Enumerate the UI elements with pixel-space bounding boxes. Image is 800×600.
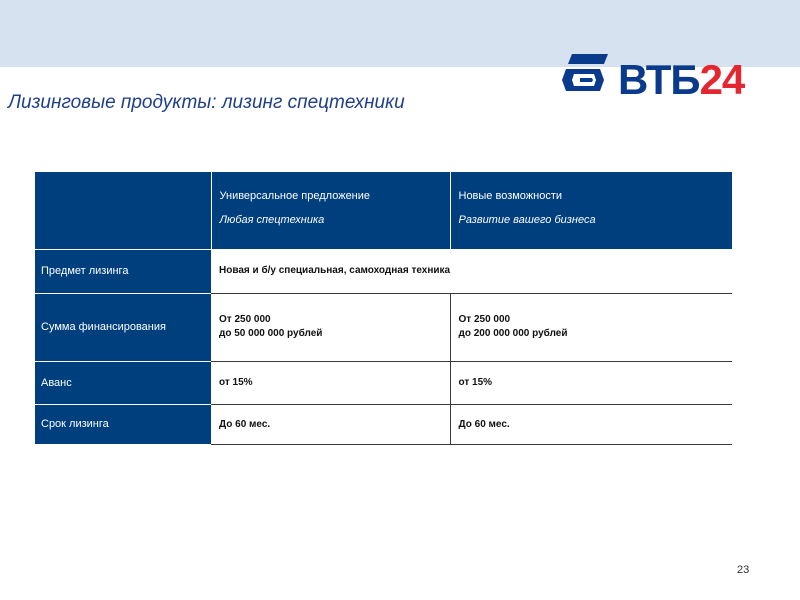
cell-advance-new: от 15% — [450, 361, 732, 404]
cell-advance-universal: от 15% — [211, 361, 450, 404]
row-label-term: Срок лизинга — [35, 404, 211, 444]
table-row — [35, 249, 732, 293]
amount-new-line2: до 200 000 000 рублей — [458, 328, 568, 339]
table-row — [35, 293, 732, 361]
cell-term-universal: До 60 мес. — [211, 404, 450, 444]
logo-text-vtb: ВТБ — [618, 56, 700, 103]
row-label-subject: Предмет лизинга — [35, 249, 211, 293]
logo-text-24: 24 — [699, 56, 745, 103]
leasing-table — [35, 172, 732, 445]
header-universal-subtitle: Любая спецтехника — [219, 214, 325, 226]
header-empty-cell — [35, 172, 211, 249]
page-number: 23 — [737, 564, 750, 576]
cell-subject-value: Новая и б/у специальная, самоходная техника — [211, 249, 732, 293]
row-label-amount: Сумма финансирования — [35, 293, 211, 361]
logo-wordmark — [618, 58, 744, 102]
page-title: Лизинговые продукты: лизинг спецтехники — [8, 92, 405, 113]
table-row — [35, 404, 732, 444]
vtb24-logo — [560, 50, 765, 106]
cell-amount-universal — [211, 293, 450, 361]
amount-universal-line2: до 50 000 000 рублей — [219, 328, 323, 339]
row-label-advance: Аванс — [35, 361, 211, 404]
cell-amount-new — [450, 293, 732, 361]
cell-term-new: До 60 мес. — [450, 404, 732, 444]
table-header-row — [35, 172, 732, 249]
header-universal-offer — [211, 172, 450, 249]
header-new-title: Новые возможности — [458, 190, 563, 202]
header-universal-title: Универсальное предложение — [219, 190, 371, 202]
table-row — [35, 361, 732, 404]
vtb-emblem-icon — [560, 50, 612, 106]
amount-universal-line1: От 250 000 — [219, 314, 271, 325]
amount-new-line1: От 250 000 — [458, 314, 511, 325]
header-new-subtitle: Развитие вашего бизнеса — [458, 214, 596, 226]
header-new-opportunities — [450, 172, 732, 249]
